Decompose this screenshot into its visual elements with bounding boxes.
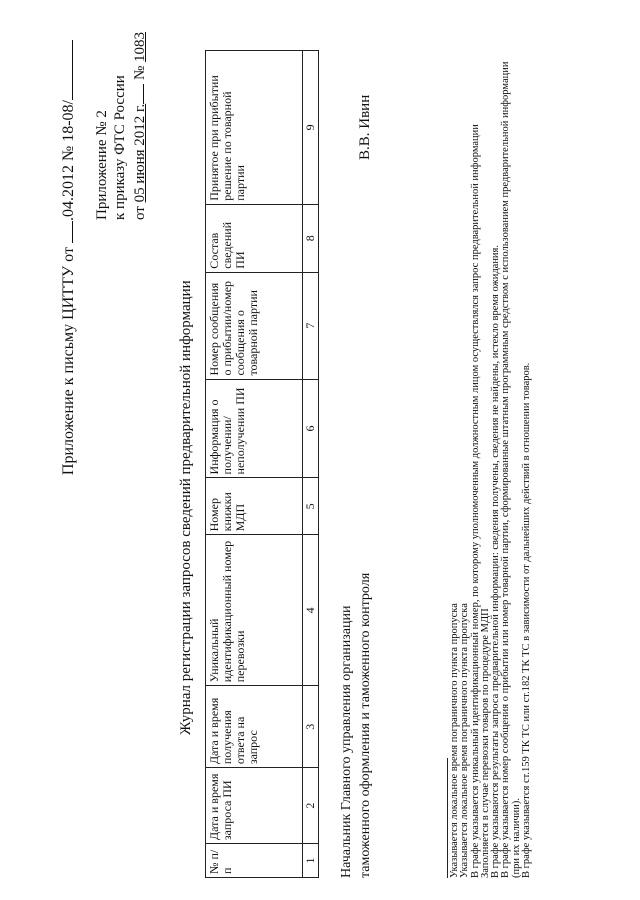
table-header-row [206, 51, 303, 878]
letter-reference [58, 40, 78, 475]
footnote: Указывается локальное время пограничного пункта пропуска [459, 603, 471, 878]
signatory-title-line2: таможенного оформления и таможенного контроля [358, 572, 373, 878]
footnote-divider [447, 758, 448, 878]
appendix-number: Приложение № 2 [94, 110, 110, 220]
column-header: Номер сообщения о прибытии/номер сообщения о товарной партии [206, 272, 303, 379]
registration-table [205, 50, 319, 878]
footnote: Заполняется в случае перевозки товаров по процедуре МДП [479, 608, 491, 878]
letter-prefix: Приложение к письму ЦИТТУ от [60, 247, 77, 476]
column-number: 7 [303, 272, 319, 379]
footnotes [450, 48, 532, 878]
table-number-row [303, 51, 319, 878]
column-header: Дата и время получения ответа на запрос [206, 686, 303, 768]
column-number: 3 [303, 686, 319, 768]
column-header: Информация о получении/ неполучении ПИ [206, 379, 303, 478]
column-number: 9 [303, 51, 319, 205]
column-number: 8 [303, 204, 319, 272]
signatory-name: В.В. Ивин [357, 94, 373, 160]
column-header: Принятое при прибытии решение по товарной партии [206, 51, 303, 205]
column-number: 5 [303, 478, 319, 535]
footnote: В графе указывается ст.159 ТК ТС или ст.182 ТК ТС в зависимости от дальнейших действий в отношении товаров. [521, 362, 533, 878]
order-from-label: от [132, 206, 148, 220]
column-number: 2 [303, 768, 319, 844]
footnote: Указывается локальное время пограничного пункта пропуска [449, 603, 460, 878]
column-number: 6 [303, 379, 319, 478]
column-header: Дата и время запроса ПИ [206, 768, 303, 844]
letter-date: .04.2012 № 18-08/ [60, 100, 77, 222]
column-header: № п/п [206, 844, 303, 878]
column-number: 1 [303, 844, 319, 878]
journal-title: Журнал регистрации запросов сведений предварительной информации [178, 280, 194, 735]
order-date-line [129, 32, 149, 220]
column-number: 4 [303, 535, 319, 686]
footnote: В графе указываются результаты запроса предварительной информации: сведения получены, сведения не найдены, истекло время ожидания. [490, 244, 502, 878]
column-header: Номер книжки МДП [206, 478, 303, 535]
column-header: Состав сведений ПИ [206, 204, 303, 272]
column-header: Уникальный идентификационный номер перевозки [206, 535, 303, 686]
order-number-label: № [132, 65, 148, 81]
footnote: В графе указывается номер сообщения о прибытии или номер товарной партии, сформированные штатным программным средством с использованием предварительной информации (при их наличии). [500, 61, 522, 878]
order-reference: к приказу ФТС России [112, 75, 128, 220]
footnote: В графе указывается уникальный идентификационный номер, по которому уполномоченным должностным лицом осуществлялся запрос предварительной информации [469, 124, 481, 878]
signatory-title-line1: Начальник Главного управления организации [339, 605, 354, 878]
order-number: 1083 [132, 31, 148, 62]
order-date: 05 июня 2012 г. [132, 103, 148, 203]
